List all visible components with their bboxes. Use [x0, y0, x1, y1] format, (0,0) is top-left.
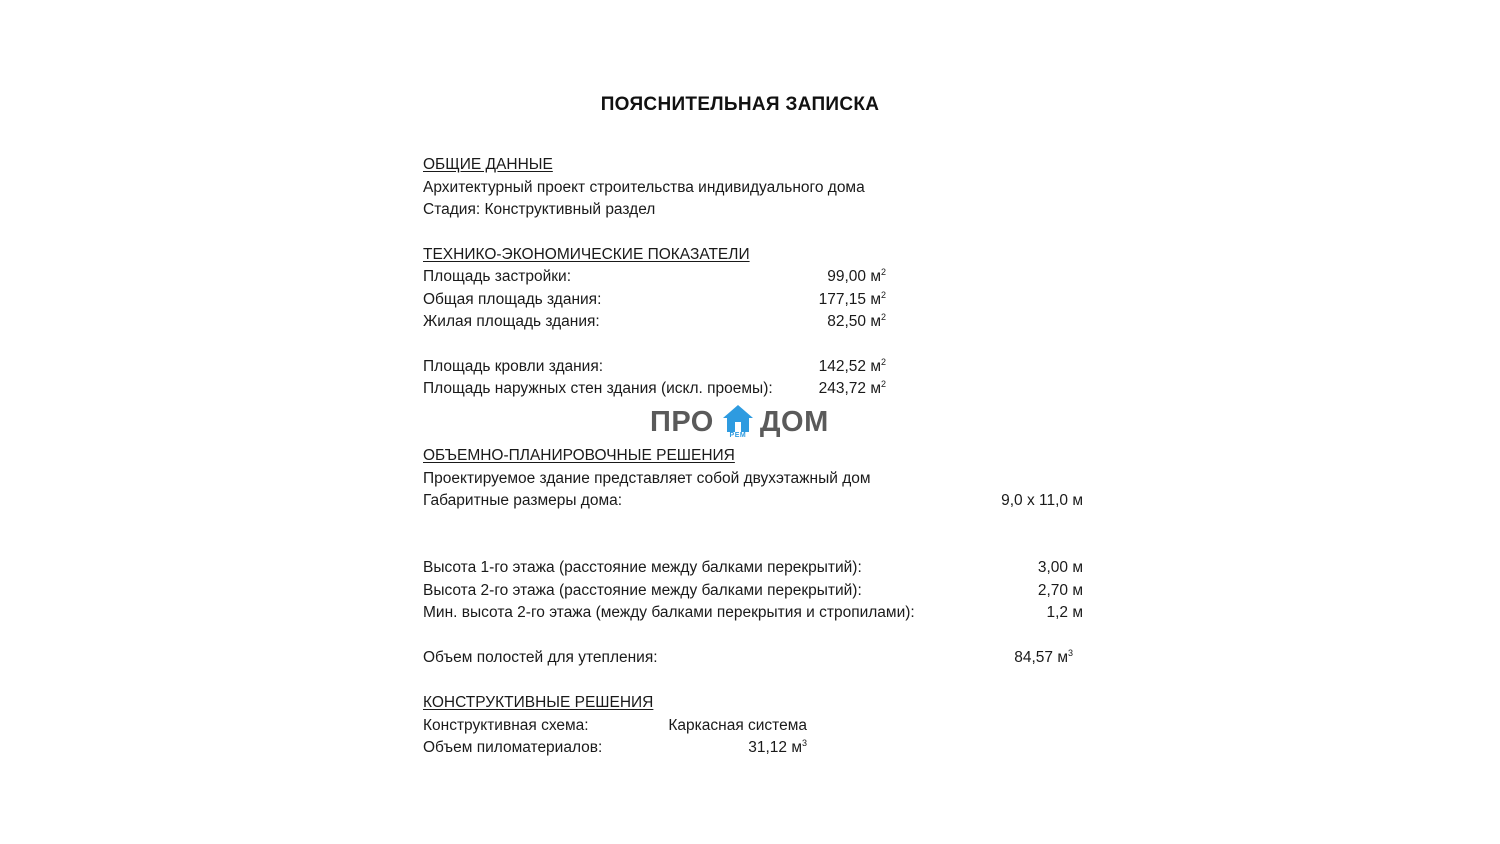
- tep-value-roof-area: 142,52 $м^2$: [818, 357, 886, 375]
- tep-value-living-area: 82,50 $м^2$: [827, 312, 886, 330]
- structural-label-scheme: Конструктивная схема:: [423, 717, 589, 734]
- planning-label-floor1-height: Высота 1-го этажа (расстояние между балками перекрытий):: [423, 559, 862, 576]
- planning-label-floor2-height: Высота 2-го этажа (расстояние между балками перекрытий):: [423, 582, 862, 599]
- structural-heading: КОНСТРУКТИВНЫЕ РЕШЕНИЯ: [423, 694, 654, 711]
- structural-label-lumber: Объем пиломатериалов:: [423, 739, 603, 756]
- planning-value-floor1-height: 3,00 м: [1037, 559, 1083, 576]
- tep-heading: ТЕХНИКО-ЭКОНОМИЧЕСКИЕ ПОКАЗАТЕЛИ: [423, 246, 750, 263]
- planning-value-floor2-height: 2,70 м: [1037, 582, 1083, 599]
- tep-label-total-area: Общая площадь здания:: [423, 291, 602, 308]
- structural-value-lumber: 31,12 $м^3$: [748, 738, 807, 756]
- tep-value-building-area: 99,00 $м^2$: [827, 267, 886, 285]
- planning-value-floor2-min-height: 1,2 м: [1046, 604, 1083, 621]
- planning-label-floor2-min-height: Мин. высота 2-го этажа (между балками перекрытия и стропилами):: [423, 604, 915, 621]
- tep-value-wall-area: 243,72 $м^2$: [818, 379, 886, 397]
- general-line-stage: Стадия: Конструктивный раздел: [423, 201, 656, 218]
- general-heading: ОБЩИЕ ДАННЫЕ: [423, 156, 553, 173]
- prodom-logo: [650, 402, 829, 442]
- tep-value-total-area: 177,15 $м^2$: [818, 290, 886, 308]
- planning-value-cavity-volume: 84,57 $м^3$: [1014, 648, 1073, 666]
- tep-label-wall-area: Площадь наружных стен здания (искл. проемы):: [423, 380, 773, 397]
- structural-value-scheme: Каркасная система: [668, 717, 807, 734]
- logo-text-dom: ДОМ: [759, 405, 829, 438]
- planning-label-dimensions: Габаритные размеры дома:: [423, 492, 623, 509]
- planning-line-description: Проектируемое здание представляет собой двухэтажный дом: [423, 470, 871, 487]
- planning-value-dimensions: 9,0 х 11,0 м: [1001, 492, 1083, 509]
- logo-text-pro: ПРО: [650, 405, 714, 438]
- planning-label-cavity-volume: Объем полостей для утепления:: [423, 649, 658, 666]
- logo-text-rem: РЕМ: [729, 432, 747, 439]
- general-line-project: Архитектурный проект строительства индивидуального дома: [423, 179, 865, 196]
- tep-label-roof-area: Площадь кровли здания:: [423, 358, 604, 375]
- document-title: ПОЯСНИТЕЛЬНАЯ ЗАПИСКА: [600, 94, 880, 115]
- tep-label-living-area: Жилая площадь здания:: [423, 313, 600, 330]
- planning-heading: ОБЪЕМНО-ПЛАНИРОВОЧНЫЕ РЕШЕНИЯ: [423, 447, 735, 464]
- house-icon: [720, 402, 756, 442]
- tep-label-building-area: Площадь застройки:: [423, 268, 571, 285]
